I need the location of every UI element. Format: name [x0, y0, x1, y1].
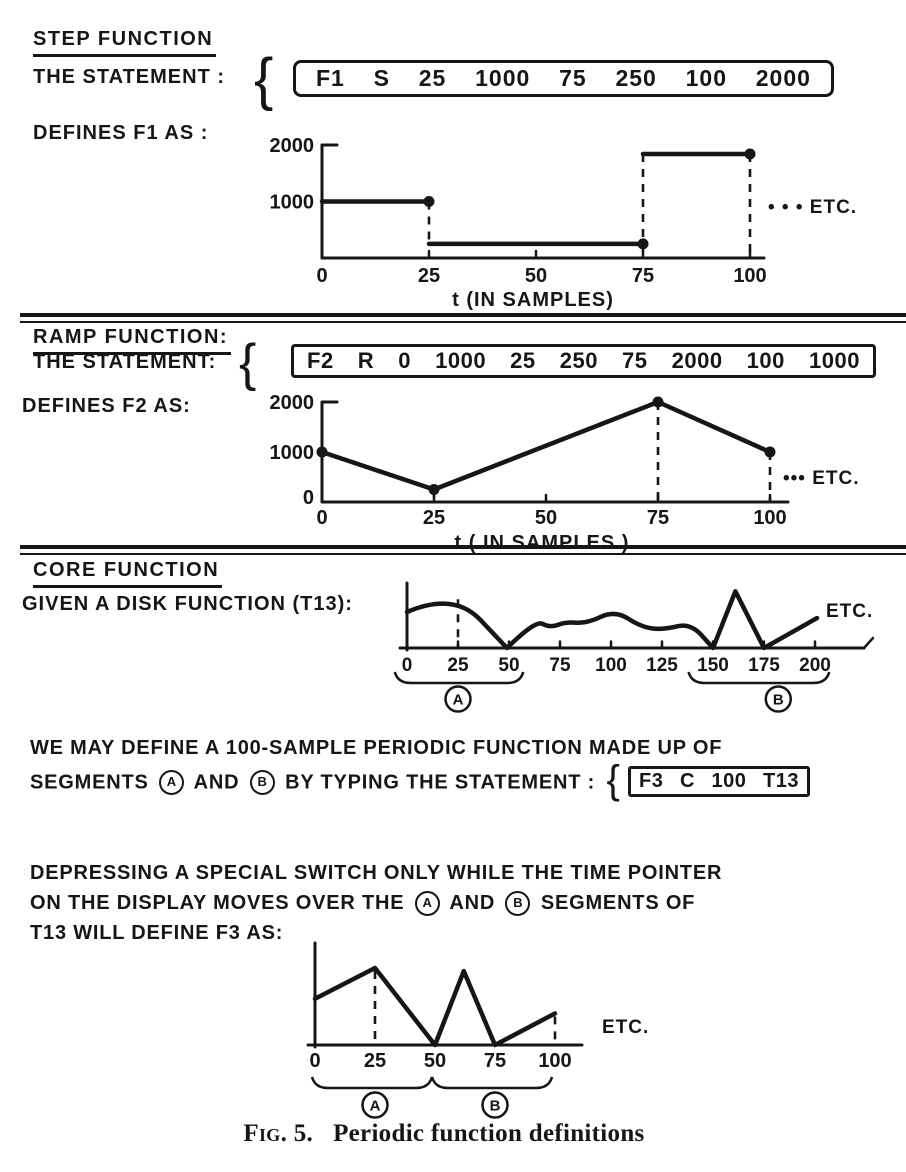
x-tick-label: 50: [423, 1050, 447, 1072]
given-disk-function-label: GIVEN A DISK FUNCTION (T13):: [22, 593, 353, 615]
statement-token: 2000: [671, 348, 723, 373]
caption-fig-number: 5.: [293, 1120, 314, 1147]
ramp-line: [322, 402, 770, 490]
statement-token: F1: [316, 65, 345, 91]
segment-a-badge: A: [415, 891, 440, 916]
caption-text: Periodic function definitions: [333, 1120, 645, 1147]
paragraph-line: [30, 733, 810, 763]
x-tick-label: 75: [483, 1050, 507, 1072]
etc-label: ETC.: [826, 601, 874, 622]
x-tick-label: 150: [697, 655, 729, 676]
x-axis-title: t (IN SAMPLES): [452, 289, 614, 311]
paragraph-text: T13 WILL DEFINE F3 AS:: [30, 922, 284, 944]
left-brace-glyph: {: [254, 47, 274, 112]
statement-token: 1000: [808, 348, 860, 373]
segment-b-badge: B: [250, 770, 275, 795]
step-statement-box: [293, 60, 834, 97]
x-tick-label: 0: [309, 1050, 321, 1072]
x-tick-label: 25: [363, 1050, 387, 1072]
paragraph-text: DEPRESSING A SPECIAL SWITCH ONLY WHILE THE TIME POINTER: [30, 862, 723, 884]
segment-letter: A: [452, 691, 464, 709]
segment-underbrace: [312, 1077, 432, 1088]
statement-token: C: [679, 770, 695, 792]
f3-function-plot: [250, 935, 680, 1125]
x-tick-label: 100: [595, 655, 627, 676]
segment-letter: A: [369, 1097, 381, 1115]
x-tick-label: 50: [498, 655, 520, 676]
x-tick-label: 75: [646, 507, 670, 529]
x-tick-label: 175: [748, 655, 780, 676]
x-tick-label: 200: [799, 655, 831, 676]
x-tick-label: 25: [422, 507, 446, 529]
x-tick-label: 0: [316, 265, 328, 287]
ramp-function-plot: [240, 392, 900, 556]
paragraph-text: AND: [193, 771, 240, 794]
step-function-plot: [240, 133, 888, 317]
segment-letter: B: [772, 691, 784, 709]
statement-token: 0: [398, 348, 412, 373]
x-tick-label: 100: [733, 265, 767, 287]
etc-label: ETC.: [602, 1017, 650, 1038]
core-statement-box: [628, 766, 810, 797]
x-tick-label: 100: [538, 1050, 572, 1072]
ramp-statement-box: [291, 344, 876, 378]
paragraph-text: AND: [449, 892, 496, 914]
statement-token: 25: [418, 65, 447, 91]
statement-token: 100: [711, 770, 747, 792]
x-tick-label: 75: [549, 655, 571, 676]
statement-token: 250: [559, 348, 598, 373]
statement-token: T13: [762, 770, 799, 792]
paragraph-text: BY TYPING THE STATEMENT :: [285, 771, 596, 794]
statement-token: 25: [510, 348, 536, 373]
y-tick-label: 2000: [269, 392, 314, 414]
statement-token: F3: [638, 770, 664, 792]
x-tick-label: 25: [417, 265, 441, 287]
paragraph-line: [30, 858, 722, 888]
statement-token: 75: [559, 65, 587, 91]
disk-function-curve: [407, 591, 817, 648]
statement-token: 1000: [435, 348, 487, 373]
segment-a-badge: A: [159, 770, 184, 795]
left-brace-glyph: {: [239, 334, 257, 392]
x-tick-label: 0: [401, 655, 413, 676]
x-tick-label: 75: [631, 265, 655, 287]
paragraph-text: SEGMENTS: [30, 771, 149, 794]
axis-end-tick: [864, 638, 873, 648]
x-tick-label: 0: [316, 507, 328, 529]
etc-label: ••• ETC.: [783, 468, 860, 489]
step-section-heading: STEP FUNCTION: [33, 28, 216, 57]
x-tick-label: 50: [524, 265, 548, 287]
statement-token: 2000: [755, 65, 811, 91]
ramp-statement-label: THE STATEMENT:: [33, 351, 217, 373]
segment-letter: B: [489, 1097, 501, 1115]
defines-f2-label: DEFINES F2 AS:: [22, 395, 191, 417]
y-tick-label: 0: [302, 487, 314, 509]
f3-function-curve: [315, 968, 555, 1045]
data-point-dot: [317, 447, 328, 458]
statement-token: 100: [685, 65, 727, 91]
statement-token: F2: [307, 348, 334, 373]
disk-function-plot: [390, 575, 906, 715]
statement-token: S: [373, 65, 390, 91]
figure-caption: [0, 1120, 888, 1148]
paragraph-line: [30, 888, 722, 918]
paragraph-text: SEGMENTS OF: [540, 892, 696, 914]
y-tick-label: 1000: [269, 442, 314, 464]
statement-token: 75: [622, 348, 648, 373]
segment-underbrace: [432, 1077, 552, 1088]
etc-label: • • • ETC.: [768, 197, 858, 218]
paragraph-text: WE MAY DEFINE A 100-SAMPLE PERIODIC FUNCTION MADE UP OF: [30, 737, 723, 759]
core-section-heading: CORE FUNCTION: [33, 559, 222, 588]
statement-token: 250: [615, 65, 657, 91]
ramp-section-heading: RAMP FUNCTION:: [33, 326, 231, 355]
paragraph-text: ON THE DISPLAY MOVES OVER THE: [30, 892, 405, 914]
section-divider: [20, 545, 906, 555]
x-tick-label: 125: [646, 655, 678, 676]
define-paragraph: [30, 733, 810, 802]
section-divider: [20, 313, 906, 323]
paragraph-line: [30, 758, 810, 802]
y-tick-label: 2000: [269, 135, 314, 157]
step-statement-label: THE STATEMENT :: [33, 66, 226, 88]
defines-f1-label: DEFINES F1 AS :: [33, 122, 209, 144]
segment-b-badge: B: [505, 891, 530, 916]
x-tick-label: 25: [447, 655, 469, 676]
x-tick-label: 100: [753, 507, 787, 529]
statement-token: 1000: [475, 65, 531, 91]
step-statement-row: [33, 47, 893, 112]
left-brace-glyph: {: [606, 758, 621, 802]
x-axis-title: t ( IN SAMPLES ): [454, 532, 630, 554]
y-tick-label: 1000: [269, 191, 314, 214]
x-tick-label: 50: [534, 507, 558, 529]
caption-fig-label: Fig.: [243, 1120, 288, 1147]
statement-token: 100: [746, 348, 785, 373]
statement-token: R: [357, 348, 375, 373]
